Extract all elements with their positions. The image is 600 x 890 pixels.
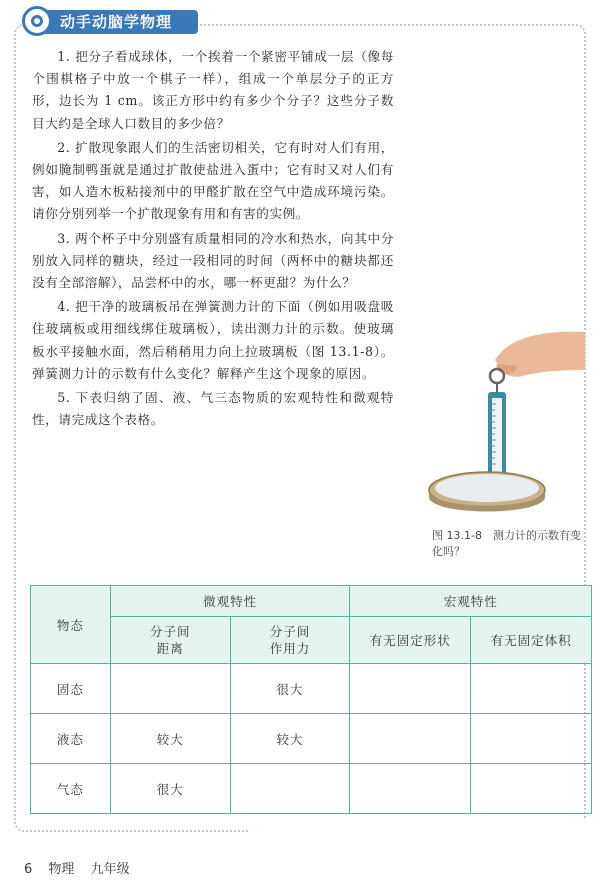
volume-cell: [471, 764, 592, 814]
frame-gap: [250, 818, 600, 838]
shape-cell: [350, 664, 471, 714]
distance-cell: 很大: [110, 764, 230, 814]
shape-cell: [350, 764, 471, 814]
figure-caption: 图 13.1-8 测力计的示数有变化吗？: [432, 529, 581, 558]
section-title: 动手动脑学物理: [60, 13, 173, 31]
volume-header: 有无固定体积: [471, 617, 592, 664]
states-table: [30, 585, 592, 814]
shape-cell: [350, 714, 471, 764]
force-cell: [230, 764, 350, 814]
footer-subject: 物理: [48, 862, 75, 877]
force-header: 分子间 作用力: [230, 617, 350, 664]
table-row: [31, 714, 592, 764]
table-row: [31, 664, 592, 714]
page-number: 6: [24, 862, 33, 877]
question-list: [32, 46, 394, 433]
distance-cell: 较大: [110, 714, 230, 764]
micro-header: 微观特性: [110, 586, 350, 617]
section-logo-icon: [22, 6, 52, 36]
state-cell: 固态: [31, 664, 111, 714]
question-2: 2. 扩散现象跟人们的生活密切相关，它有时对人们有用，例如腌制鸭蛋就是通过扩散使盐进入蛋中；它有时又对人们有害，如人造木板粘接剂中的甲醛扩散在空气中造成环境污染。请你分别列举一个扩散现象有用和有害的实例。: [32, 139, 394, 222]
volume-cell: [471, 664, 592, 714]
page-footer: [24, 858, 142, 877]
macro-header: 宏观特性: [350, 586, 592, 617]
distance-cell: [110, 664, 230, 714]
question-4: 4. 把干净的玻璃板吊在弹簧测力计的下面（例如用吸盘吸住玻璃板或用细线绑住玻璃板），读出测力计的示数。使玻璃板水平接触水面，然后稍稍用力向上拉玻璃板（图 13.1-8）。弹簧测力计的示数有什么变化？解释产生这个现象的原因。: [32, 299, 394, 381]
spring-scale-figure: [425, 330, 585, 520]
force-cell: 很大: [230, 664, 350, 714]
footer-grade: 九年级: [90, 862, 130, 877]
state-cell: 气态: [31, 764, 111, 814]
question-5: 5. 下表归纳了固、液、气三态物质的宏观特性和微观特性，请完成这个表格。: [32, 390, 394, 428]
volume-cell: [471, 714, 592, 764]
question-3: 3. 两个杯子中分别盛有质量相同的冷水和热水，向其中分别放入同样的糖块，经过一段相同的时间（两杯中的糖块都还没有全部溶解），品尝杯中的水，哪一杯更甜？为什么？: [32, 230, 394, 291]
section-header: [22, 6, 198, 36]
table-row: [31, 764, 592, 814]
force-cell: 较大: [230, 714, 350, 764]
state-cell: 液态: [31, 714, 111, 764]
distance-header: 分子间 距离: [110, 617, 230, 664]
question-1: 1. 把分子看成球体，一个挨着一个紧密平铺成一层（像每个围棋格子中放一个棋子一样），组成一个单层分子的正方形，边长为 1 cm。该正方形中约有多少个分子？这些分子数目大约是全球人口数目的多少倍？: [32, 49, 394, 131]
state-header: 物态: [31, 586, 111, 664]
scale-ring: [490, 369, 504, 383]
shape-header: 有无固定形状: [350, 617, 471, 664]
